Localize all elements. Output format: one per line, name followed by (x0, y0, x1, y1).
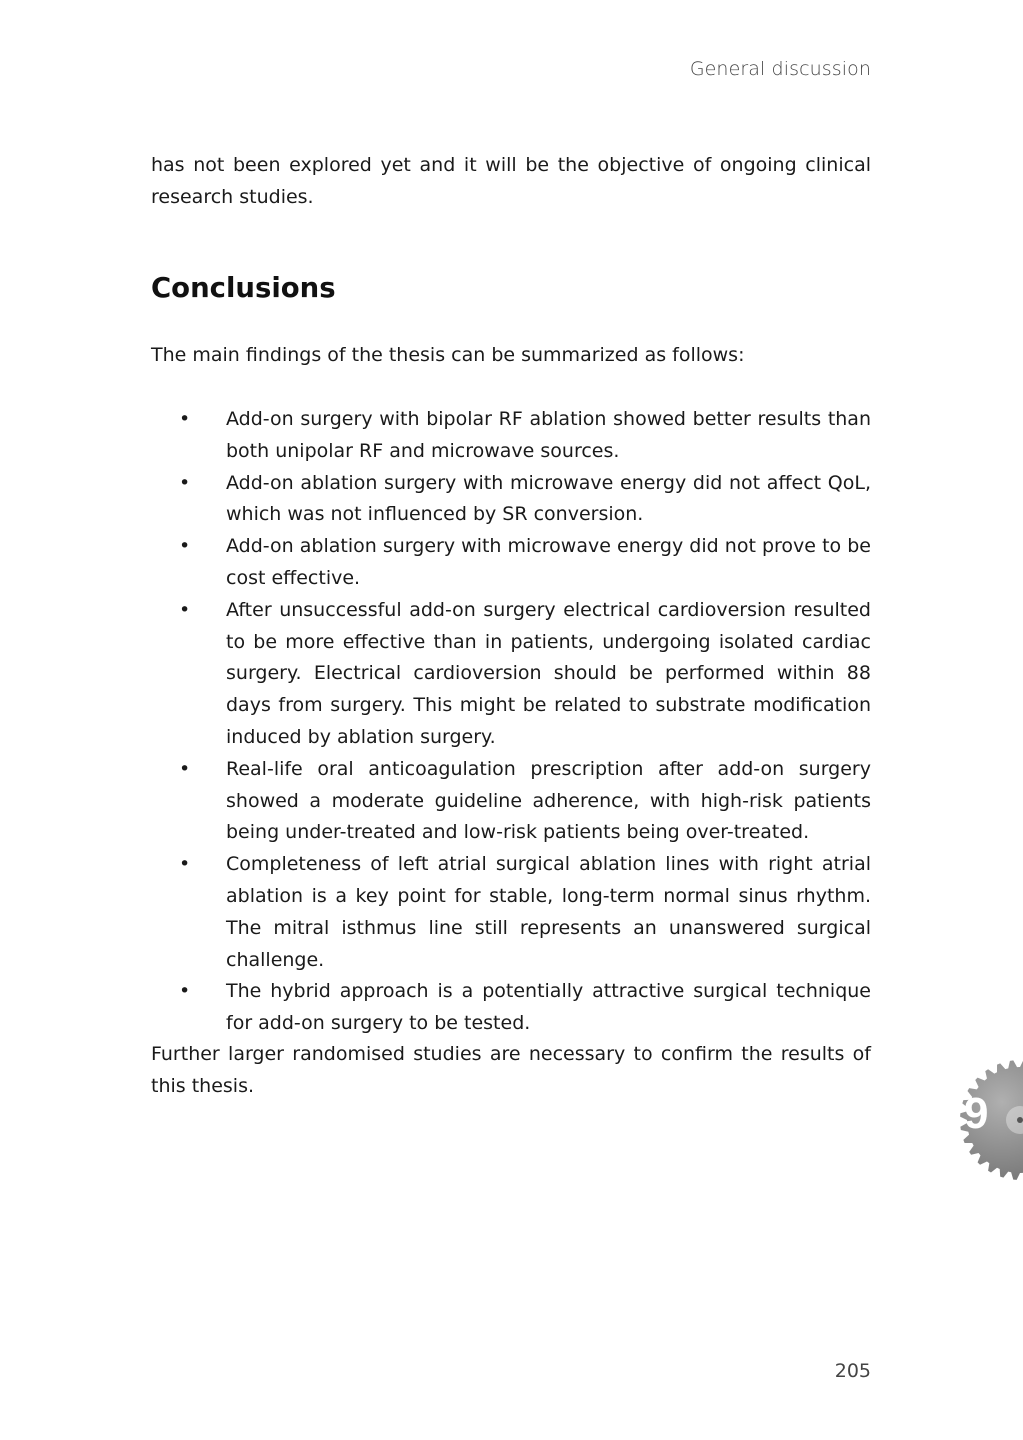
section-heading: Conclusions (151, 272, 336, 304)
running-header: General discussion (689, 58, 871, 80)
list-item (151, 595, 871, 754)
closing-paragraph: Further larger randomised studies are necessary to confirm the results of this thesis. (151, 1043, 871, 1097)
bullet-marker: • (179, 980, 191, 1003)
bullet-marker: • (179, 598, 191, 621)
bullet-marker: • (179, 535, 191, 558)
list-item (151, 468, 871, 532)
bullet-marker: • (179, 757, 191, 780)
findings-list (151, 404, 871, 1040)
chapter-tab (958, 1058, 1023, 1182)
finding-text: After unsuccessful add-on surgery electrical cardioversion resulted to be more effective than in patients, undergoing isolated cardiac surgery. Electrical cardioversion should be performed within 88 days from surgery. This might be related to substrate modification induced by ablation surgery. (226, 598, 871, 748)
list-item (151, 849, 871, 976)
main-content (151, 150, 871, 1097)
intro-paragraph: has not been explored yet and it will be the objective of ongoing clinical research studies. (151, 154, 871, 208)
finding-text: The hybrid approach is a potentially attractive surgical technique for add-on surgery to be tested. (226, 980, 871, 1035)
finding-text: Real-life oral anticoagulation prescription after add-on surgery showed a moderate guideline adherence, with high-risk patients being under-treated and low-risk patients being over-treated. (226, 757, 871, 844)
list-item (151, 404, 871, 468)
chapter-number: 9 (964, 1089, 989, 1138)
list-item (151, 531, 871, 595)
finding-text: Completeness of left atrial surgical ablation lines with right atrial ablation is a key point for stable, long-term normal sinus rhythm. The mitral isthmus line still represents an unanswered surgical challenge. (226, 853, 871, 971)
bullet-marker: • (179, 471, 191, 494)
bullet-marker: • (179, 408, 191, 430)
list-item (151, 976, 871, 1040)
list-item (151, 754, 871, 849)
finding-text: Add-on ablation surgery with microwave energy did not affect QoL, which was not influenced by SR conversion. (226, 471, 871, 526)
finding-text: Add-on surgery with bipolar RF ablation showed better results than both unipolar RF and microwave sources. (226, 408, 871, 462)
bullet-marker: • (179, 853, 191, 876)
page-number: 205 (834, 1360, 871, 1382)
lead-paragraph: The main findings of the thesis can be summarized as follows: (151, 344, 745, 366)
finding-text: Add-on ablation surgery with microwave energy did not prove to be cost effective. (226, 535, 871, 589)
